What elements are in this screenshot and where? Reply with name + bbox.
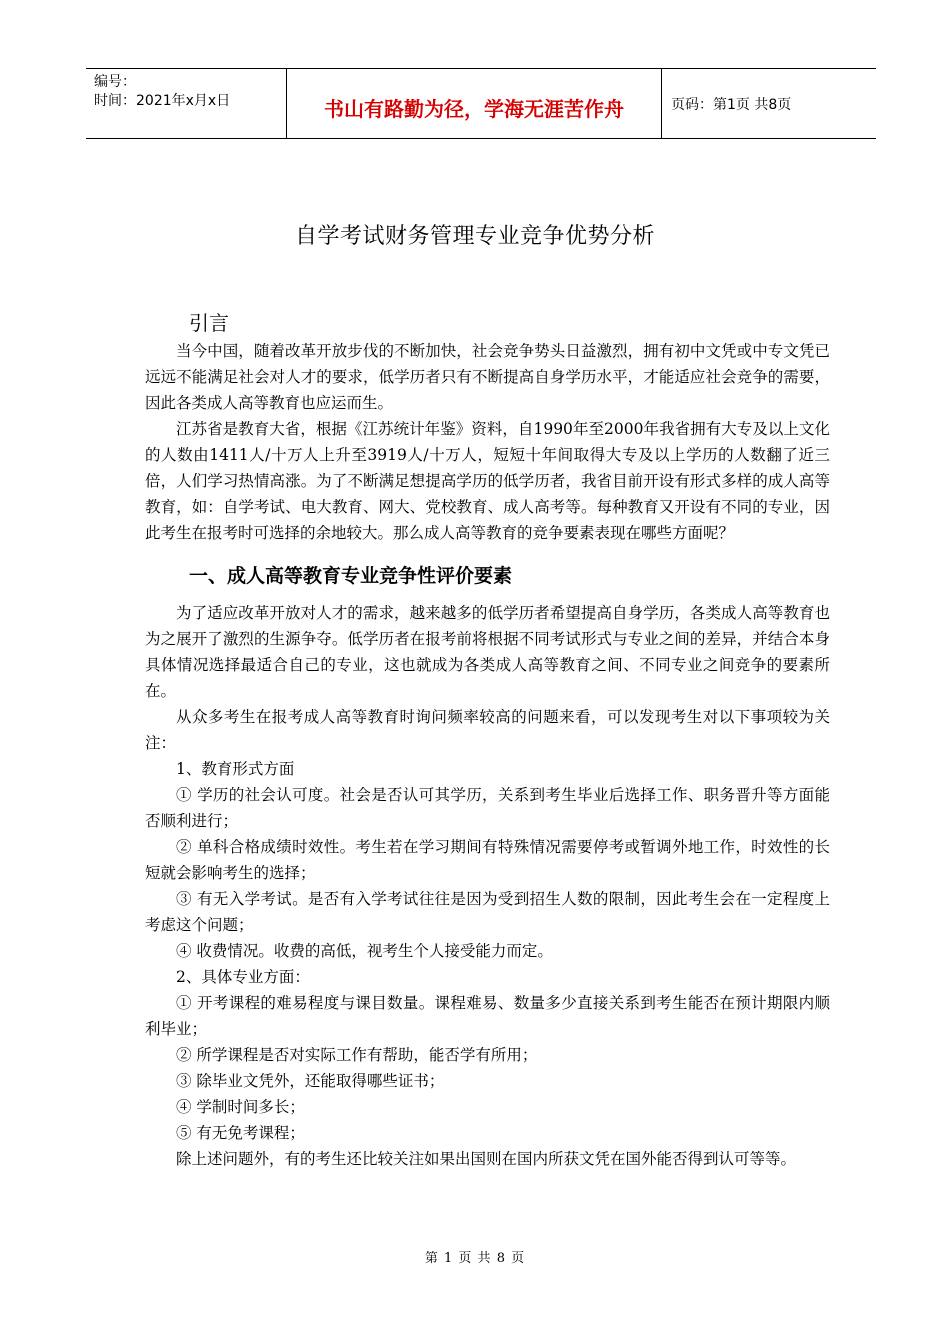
list-item: ⑤ 有无免考课程； (176, 1124, 305, 1142)
header-info-cell (86, 69, 286, 138)
list-item: ② 所学课程是否对实际工作有帮助，能否学有所用； (176, 1046, 538, 1064)
intro-paragraph: 当今中国，随着改革开放步伐的不断加快，社会竞争势头日益激烈，拥有初中文凭或中专文凭已远远不能满足社会对人才的要求，低学历者只有不断提高自身学历水平，才能适应社会竞争的需要，因此各类成人高等教育也应运而生。 (145, 342, 830, 412)
subheading: 2、具体专业方面： (176, 968, 310, 986)
header-page-cell (661, 69, 876, 138)
document-body (145, 308, 830, 1172)
intro-paragraph: 江苏省是教育大省，根据《江苏统计年鉴》资料，自1990年至2000年我省拥有大专及以上文化的人数由1411人/十万人上升至3919人/十万人，短短十年间取得大专及以上学历的人数翻了近三倍，人们学习热情高涨。为了不断满足想提高学历的低学历者，我省目前开设有形式多样的成人高等教育，如：自学考试、电大教育、网大、党校教育、成人高考等。每种教育又开设有不同的专业，因此考生在报考时可选择的余地较大。那么成人高等教育的竞争要素表现在哪些方面呢？ (145, 420, 830, 542)
intro-heading: 引言 (189, 311, 229, 335)
list-item: ④ 学制时间多长； (176, 1098, 305, 1116)
list-item: ① 学历的社会认可度。社会是否认可其学历，关系到考生毕业后选择工作、职务晋升等方面能否顺利进行； (145, 786, 830, 830)
section-heading: 一、成人高等教育专业竞争性评价要素 (189, 565, 513, 587)
list-item: ③ 除毕业文凭外，还能取得哪些证书； (176, 1072, 445, 1090)
motto-text: 书山有路勤为径，学海无涯苦作舟 (324, 97, 624, 121)
list-item: ③ 有无入学考试。是否有入学考试往往是因为受到招生人数的限制，因此考生会在一定程度上考虑这个问题； (145, 890, 830, 934)
section-paragraph: 为了适应改革开放对人才的需求，越来越多的低学历者希望提高自身学历，各类成人高等教育也为之展开了激烈的生源争夺。低学历者在报考前将根据不同考试形式与专业之间的差异，并结合本身具体情况选择最适合自己的专业，这也就成为各类成人高等教育之间、不同专业之间竞争的要素所在。 (145, 604, 830, 700)
header-motto-cell (286, 69, 662, 138)
page-footer: 第 1 页 共 8 页 (424, 1251, 526, 1266)
list-item: ② 单科合格成绩时效性。考生若在学习期间有特殊情况需要停考或暂调外地工作，时效性的长短就会影响考生的选择； (145, 838, 830, 882)
list-item: ① 开考课程的难易程度与课目数量。课程难易、数量多少直接关系到考生能否在预计期限内顺利毕业； (145, 994, 830, 1038)
subheading: 1、教育形式方面 (176, 760, 295, 778)
list-item: ④ 收费情况。收费的高低，视考生个人接受能力而定。 (176, 942, 553, 960)
document-header (86, 68, 876, 139)
number-label: 编号： (94, 74, 136, 90)
time-label: 时间：2021年x月x日 (94, 93, 231, 109)
section-paragraph: 从众多考生在报考成人高等教育时询问频率较高的问题来看，可以发现考生对以下事项较为关注： (145, 708, 830, 752)
document-title: 自学考试财务管理专业竞争优势分析 (294, 224, 655, 249)
page-code: 页码：第1页 共8页 (671, 97, 792, 113)
closing-paragraph: 除上述问题外，有的考生还比较关注如果出国则在国内所获文凭在国外能否得到认可等等。 (176, 1150, 797, 1168)
